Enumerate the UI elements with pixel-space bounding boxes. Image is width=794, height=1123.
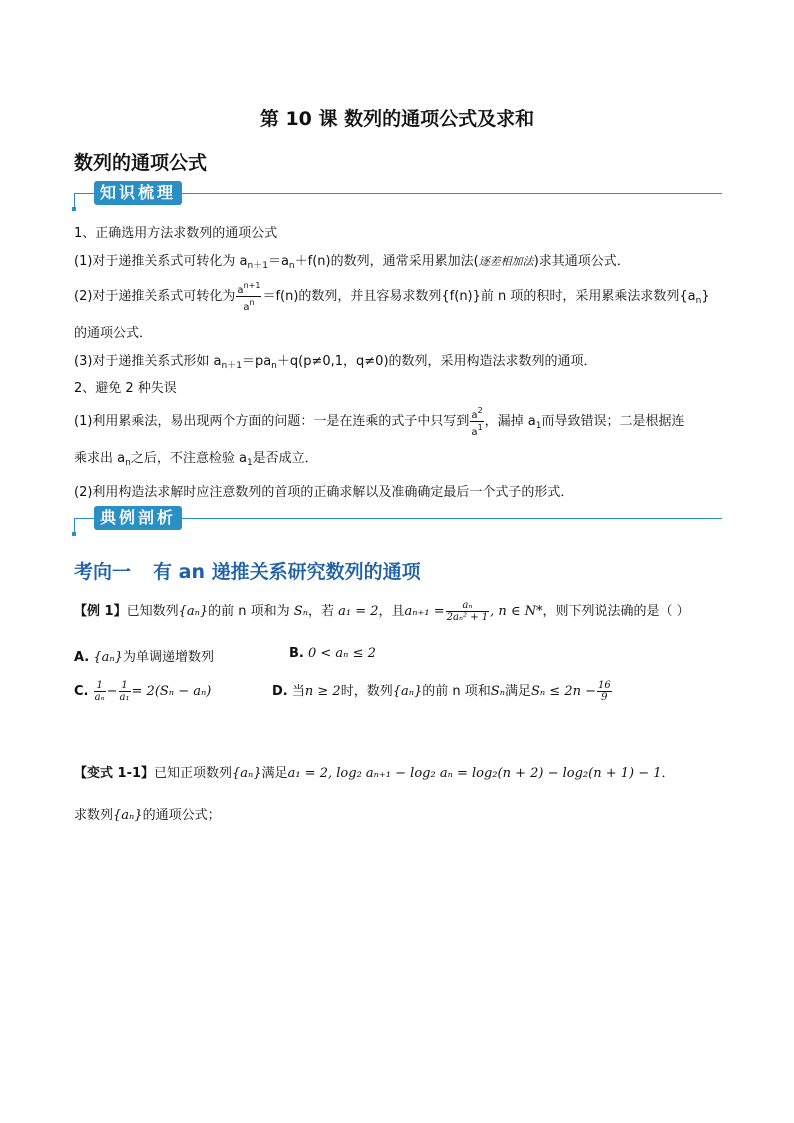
math: {aₙ} (232, 766, 262, 781)
knowledge-p3 (74, 280, 710, 313)
option-a (74, 646, 214, 665)
math: a₁ = 2, log₂ aₙ₊₁ − log₂ aₙ = log₂(n + 2) − log₂(n + 1) − 1 (287, 766, 662, 781)
text: 的前 n 项和 (422, 684, 491, 699)
note-text: 逐差相加法 (478, 255, 534, 268)
text: 满足 (261, 766, 288, 781)
text: 已知数列 (126, 604, 179, 619)
example1-stem (74, 600, 690, 623)
text: ，若 (307, 604, 339, 619)
subscript: 1 (535, 421, 542, 431)
subscript: n (695, 296, 702, 306)
text: 满足 (504, 684, 531, 699)
superscript: n (249, 298, 255, 307)
text: ，则下列说法确的是（ ） (542, 604, 690, 619)
banner-tag: 典例剖析 (94, 506, 182, 530)
text: 为单调递增数列 (122, 650, 214, 665)
math: Sₙ (293, 604, 308, 619)
fraction (119, 680, 131, 703)
text: (1)利用累乘法，易出现两个方面的问题：一是在连乘的式子中只写到 (74, 414, 470, 429)
math: {aₙ} (392, 684, 423, 699)
text: )求其通项公式． (533, 254, 630, 269)
text: 已知正项数列 (154, 766, 233, 781)
text: ，漏掉 a (484, 414, 536, 429)
option-label: C. (74, 684, 89, 699)
option-c (74, 680, 211, 703)
fraction (597, 680, 612, 703)
subscript: n (125, 458, 131, 468)
subscript: 1 (246, 458, 253, 468)
knowledge-p9: (2)利用构造法求解时应注意数列的首项的正确求解以及准确确定最后一个式子的形式． (74, 485, 574, 500)
option-label: A. (74, 650, 90, 665)
math: 0 < aₙ ≤ 2 (308, 646, 376, 661)
fraction (446, 600, 489, 623)
heading-left: 考向一 (74, 561, 132, 583)
heading-right: 有 an 递推关系研究数列的通项 (153, 561, 421, 583)
math: = 2(Sₙ − aₙ) (131, 684, 212, 699)
banner-examples (74, 506, 722, 536)
numerator: a (471, 410, 478, 421)
text: 时，数列 (340, 684, 393, 699)
fraction (470, 405, 483, 438)
text: 的前 n 项和为 (208, 604, 294, 619)
denominator: 9 (601, 692, 608, 703)
text: 乘求出 a (74, 451, 126, 466)
knowledge-p1: 1、正确选用方法求数列的通项公式 (74, 226, 278, 241)
denominator: 2aₙ² + 1 (446, 612, 489, 623)
denominator: a (471, 427, 478, 438)
math: − (106, 684, 118, 699)
math: Sₙ (490, 684, 505, 699)
text: 的通项公式； (142, 808, 221, 823)
option-d (272, 680, 613, 703)
banner-tag: 知识梳理 (94, 181, 182, 205)
denominator: a (243, 302, 250, 313)
section-heading: 数列的通项公式 (74, 152, 208, 174)
numerator: 16 (598, 680, 611, 691)
variant1-question (74, 804, 221, 823)
subscript: n＋1 (247, 261, 268, 271)
knowledge-p8 (74, 447, 318, 468)
denominator: a₁ (119, 692, 130, 703)
text: ＝a (267, 254, 289, 269)
banner-dot (72, 532, 76, 536)
denominator: aₙ (94, 692, 105, 703)
subscript: n＋1 (221, 361, 242, 371)
fraction (236, 280, 261, 313)
text: 求数列 (74, 808, 114, 823)
math: aₙ₊₁ = (404, 604, 445, 619)
page-title: 第 10 课 数列的通项公式及求和 (259, 108, 535, 130)
variant1-stem (74, 762, 675, 781)
knowledge-p4: 的通项公式． (74, 326, 153, 341)
knowledge-p5 (74, 350, 597, 371)
numerator: a (237, 285, 244, 296)
text: 当 (291, 684, 305, 699)
numerator: aₙ (446, 600, 489, 612)
text: 是否成立． (252, 451, 318, 466)
text: 而导致错误；二是根据连 (541, 414, 685, 429)
text: ＋q(p≠0,1，q≠0)的数列，采用构造法求数列的通项． (276, 354, 597, 369)
text: ，且 (378, 604, 405, 619)
text: ＋f(n)的数列，通常采用累加法( (294, 254, 479, 269)
math: , n ∈ N* (490, 604, 543, 619)
text: (3)对于递推关系式形如 a (74, 354, 222, 369)
option-b (289, 646, 376, 661)
text: (2)对于递推关系式可转化为 (74, 289, 236, 304)
math: a₁ = 2 (338, 604, 379, 619)
text: ． (661, 766, 675, 781)
knowledge-p6: 2、避免 2 种失误 (74, 381, 177, 396)
math: n ≥ 2 (304, 684, 341, 699)
banner-dot (72, 207, 76, 211)
subscript: n (271, 361, 277, 371)
numerator: 1 (94, 680, 106, 692)
example-label: 【例 1】 (74, 604, 127, 619)
superscript: 2 (477, 406, 483, 415)
subscript: n (288, 261, 295, 271)
superscript: 1 (477, 423, 483, 432)
text: } (701, 289, 710, 304)
numerator: 1 (119, 680, 131, 692)
superscript: n+1 (243, 281, 261, 290)
variant-label: 【变式 1-1】 (74, 766, 155, 781)
math: {aₙ} (93, 650, 123, 665)
knowledge-p7 (74, 405, 685, 438)
text: (1)对于递推关系式可转化为 a (74, 254, 248, 269)
fraction (94, 680, 106, 703)
example-heading (74, 557, 421, 584)
option-label: B. (289, 646, 304, 661)
text: ＝f(n)的数列，并且容易求数列{f(n)}前 n 项的积时，采用累乘法求数列{a (262, 289, 696, 304)
text: ＝pa (241, 354, 272, 369)
knowledge-p2 (74, 250, 630, 271)
text: 之后，不注意检验 a (130, 451, 247, 466)
banner-knowledge (74, 181, 722, 211)
math: {aₙ} (178, 604, 209, 619)
math: {aₙ} (113, 808, 143, 823)
math: Sₙ ≤ 2n − (531, 684, 596, 699)
option-label: D. (272, 684, 288, 699)
